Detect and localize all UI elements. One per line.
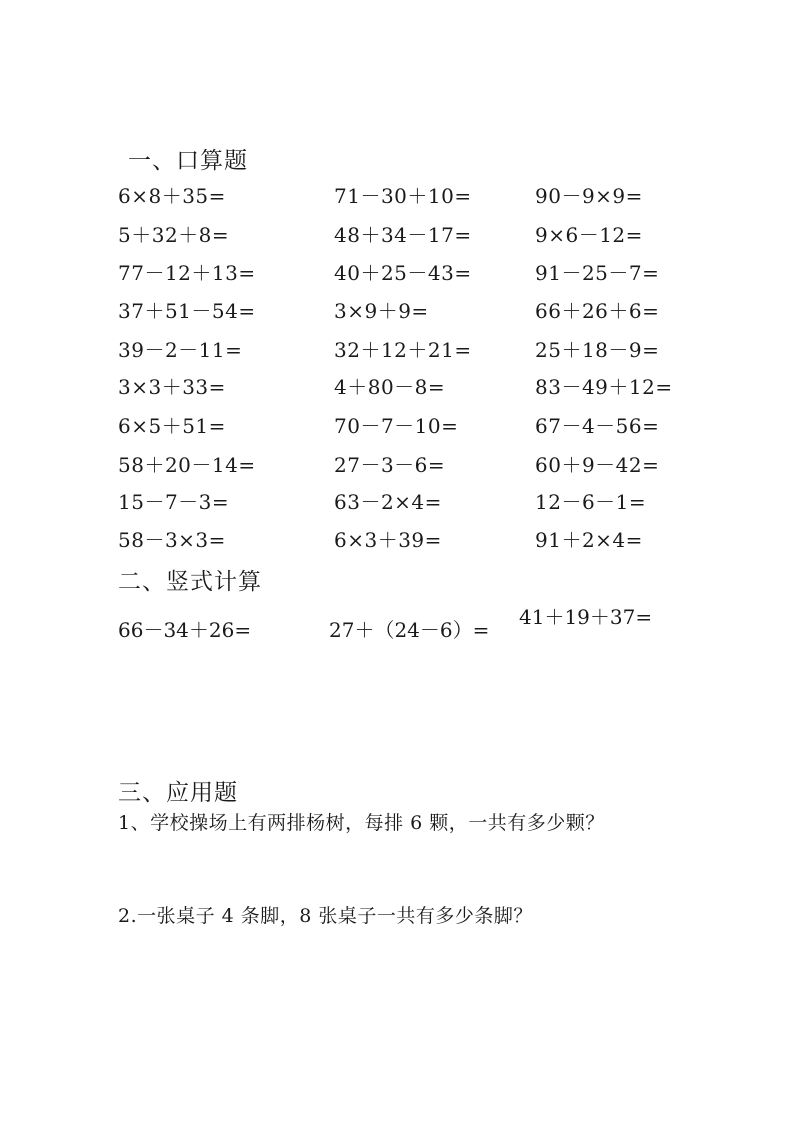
oral-problem: 39－2－11= [118, 338, 243, 362]
oral-problem: 58－3×3= [118, 528, 226, 552]
oral-problem: 12－6－1= [535, 490, 647, 514]
oral-problem: 4＋80－8= [334, 375, 446, 399]
oral-problem: 3×3＋33= [118, 375, 226, 399]
oral-problem: 83－49＋12= [535, 375, 673, 399]
oral-problem: 90－9×9= [535, 184, 643, 208]
oral-problem: 6×8＋35= [118, 184, 226, 208]
vertical-problem: 66－34＋26= [118, 618, 252, 642]
oral-problem: 77－12＋13= [118, 261, 256, 285]
oral-problem: 71－30＋10= [334, 184, 472, 208]
word-problem: 1、学校操场上有两排杨树，每排 6 颗，一共有多少颗？ [118, 812, 605, 834]
vertical-problem: 27＋（24－6）= [329, 618, 490, 642]
oral-problem: 32＋12＋21= [334, 338, 472, 362]
oral-problem: 91＋2×4= [535, 528, 643, 552]
oral-problem: 3×9＋9= [334, 299, 429, 323]
oral-problem: 5＋32＋8= [118, 223, 230, 247]
oral-problem: 37＋51－54= [118, 299, 256, 323]
oral-problem: 63－2×4= [334, 490, 442, 514]
oral-problem: 25＋18－9= [535, 338, 660, 362]
oral-problem: 58＋20－14= [118, 453, 256, 477]
section-1-title: 一、口算题 [128, 148, 248, 174]
oral-problem: 6×3＋39= [334, 528, 442, 552]
word-problem: 2.一张桌子 4 条脚，8 张桌子一共有多少条脚？ [118, 905, 533, 927]
oral-problem: 60＋9－42= [535, 453, 660, 477]
oral-problem: 15－7－3= [118, 490, 230, 514]
vertical-problem: 41＋19＋37= [519, 605, 653, 629]
oral-problem: 6×5＋51= [118, 414, 226, 438]
oral-problem: 48＋34－17= [334, 223, 472, 247]
oral-problem: 70－7－10= [334, 414, 459, 438]
oral-problem: 27－3－6= [334, 453, 446, 477]
oral-problem: 91－25－7= [535, 261, 660, 285]
oral-problem: 40＋25－43= [334, 261, 472, 285]
section-2-title: 二、竖式计算 [118, 569, 262, 595]
oral-problem: 67－4－56= [535, 414, 660, 438]
oral-problem: 66＋26＋6= [535, 299, 660, 323]
oral-problem: 9×6－12= [535, 223, 643, 247]
section-3-title: 三、应用题 [118, 780, 238, 806]
